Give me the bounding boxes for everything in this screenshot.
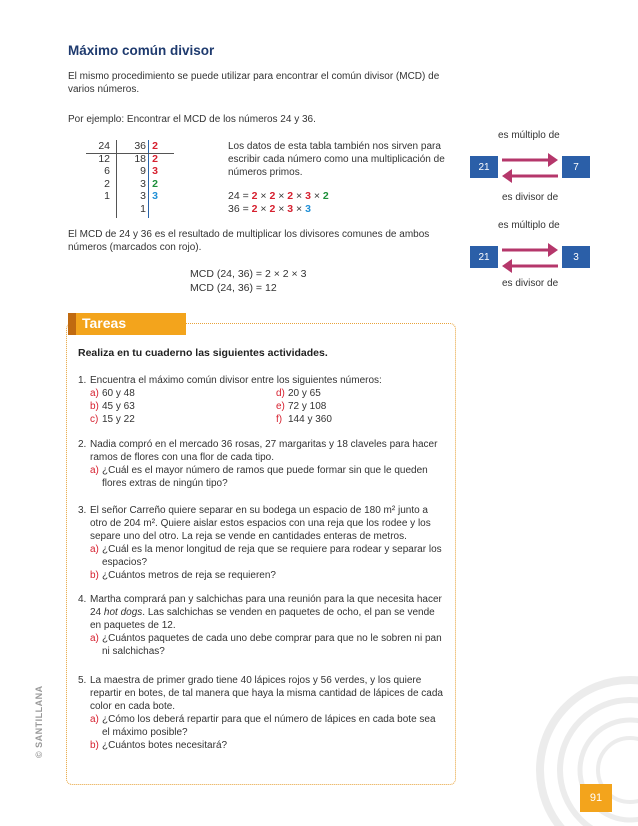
number-box: 21 [470,156,498,178]
exercise-item: f) 144 y 360 [276,414,332,425]
exercise-item: c) 15 y 22 [90,414,135,425]
dividend-b: 18 [134,152,146,165]
tasks-tab-label: Tareas [82,315,127,331]
dividend-b: 3 [140,177,146,190]
task-5: 5. La maestra de primer grado tiene 40 lápices rojos y 56 verdes, y los quiere repartir en botes, de tal manera que haya la misma cantidad de lápices de cada color en cada bote. a) ¿Cómo los deberá repartir para que el número de lápices en cada bote sea el máximo posible? b) ¿Cuántos botes necesitará? [78,674,446,752]
diagram-bottom-label: es divisor de [502,192,559,203]
division-table [86,140,176,220]
prime-divisor: 3 [152,190,158,203]
question-item: a) ¿Cuántos paquetes de cada uno debe comprar para que no le sobren ni pan ni salchichas? [90,633,442,657]
dividend-b: 3 [140,190,146,203]
dividend-a: 6 [104,165,110,178]
diagram-top-label: es múltiplo de [498,130,560,141]
prime-divisor: 2 [152,177,158,190]
division-table-row [86,153,176,165]
intro-paragraph: El mismo procedimiento se puede utilizar para encontrar el común divisor (MCD) de varios números. [68,71,440,95]
task-3: 3. El señor Carreño quiere separar en su bodega un espacio de 180 m² junto a otro de 204 m². Quiere aislar estos espacios con una reja que los rodee y los separe uno del otro. La reja se vende en cantidades enteras de metros. a) ¿Cuál es la menor longitud de reja que se requiere para rodear y separar los espacios? b) ¿Cuántos metros de reja se requieren? [78,504,446,582]
division-table-row [86,190,176,202]
division-table-row [86,165,176,177]
diagram-bottom-label: es divisor de [502,278,559,289]
dividend-a: 12 [98,152,110,165]
page-title: Máximo común divisor [68,43,215,58]
task-4: 4. Martha comprará pan y salchichas para una reunión para la que necesita hacer 24 hot dogs. Las salchichas se venden en paquetes de ocho, el pan se vende en paquetes de 12. a) ¿Cuántos paquetes de cada uno debe comprar para que no le sobren ni pan ni salchichas? [78,593,446,658]
publisher-label: © SANTILLANA [34,685,44,758]
prime-divisor: 2 [152,140,158,152]
number-box: 3 [562,246,590,268]
question-item: b) ¿Cuántos botes necesitará? [90,740,228,751]
prime-divisor: 3 [152,165,158,178]
relation-diagram-2 [470,220,590,300]
division-table-row [86,203,176,215]
dividend-b: 36 [134,140,146,152]
number-box: 7 [562,156,590,178]
decorative-circles-icon [520,660,638,826]
task-1: 1. Encuentra el máximo común divisor entre los siguientes números: a) 60 y 48 b) 45 y 63 c) 15 y 22 d) 20 y 65 e) 72 y 108 f) 144 y 360 [78,374,446,426]
dividend-a: 1 [104,190,110,203]
exercise-item: d) 20 y 65 [276,388,321,399]
number-box: 21 [470,246,498,268]
mcd-explanation: El MCD de 24 y 36 es el resultado de multiplicar los divisores comunes de ambos números (marcados con rojo). [68,229,430,253]
dividend-b: 9 [140,165,146,178]
question-item: a) ¿Cuál es el mayor número de ramos que puede formar sin que le queden flores extras de ningún tipo? [90,465,428,489]
dividend-b: 1 [140,203,146,215]
question-item: b) ¿Cuántos metros de reja se requieren? [90,570,276,581]
dividend-a: 2 [104,177,110,190]
exercise-item: a) 60 y 48 [90,388,135,399]
question-item: a) ¿Cuál es la menor longitud de reja que se requiere para rodear y separar los espacios? [90,544,442,568]
double-arrow-icon [500,144,560,190]
division-table-row [86,140,176,152]
relation-diagram-1 [470,130,590,210]
mcd-line-1: MCD (24, 36) = 2 × 2 × 3 [190,268,307,280]
table-note: Los datos de esta tabla también nos sirven para escribir cada número como una multiplicación de números primos. [228,141,445,178]
dividend-a: 24 [98,140,110,152]
page-number: 91 [580,784,612,812]
exercise-item: e) 72 y 108 [276,401,327,412]
tasks-intro: Realiza en tu cuaderno las siguientes actividades. [78,347,328,359]
double-arrow-icon [500,234,560,280]
factorization-24: 24 = 2 × 2 × 2 × 3 × 2 [228,190,329,202]
task-2: 2. Nadia compró en el mercado 36 rosas, 27 margaritas y 18 claveles para hacer ramos de flores con una flor de cada tipo. a) ¿Cuál es el mayor número de ramos que puede formar sin que le queden flores extras de ningún tipo? [78,438,446,490]
prime-divisor: 2 [152,152,158,165]
example-label: Por ejemplo: Encontrar el MCD de los números 24 y 36. [68,114,316,125]
exercise-item: b) 45 y 63 [90,401,135,412]
mcd-line-2: MCD (24, 36) = 12 [190,282,277,294]
question-item: a) ¿Cómo los deberá repartir para que el número de lápices en cada bote sea el máximo posible? [90,714,436,738]
division-table-row [86,178,176,190]
diagram-top-label: es múltiplo de [498,220,560,231]
factorization-36: 36 = 2 × 2 × 3 × 3 [228,203,311,215]
